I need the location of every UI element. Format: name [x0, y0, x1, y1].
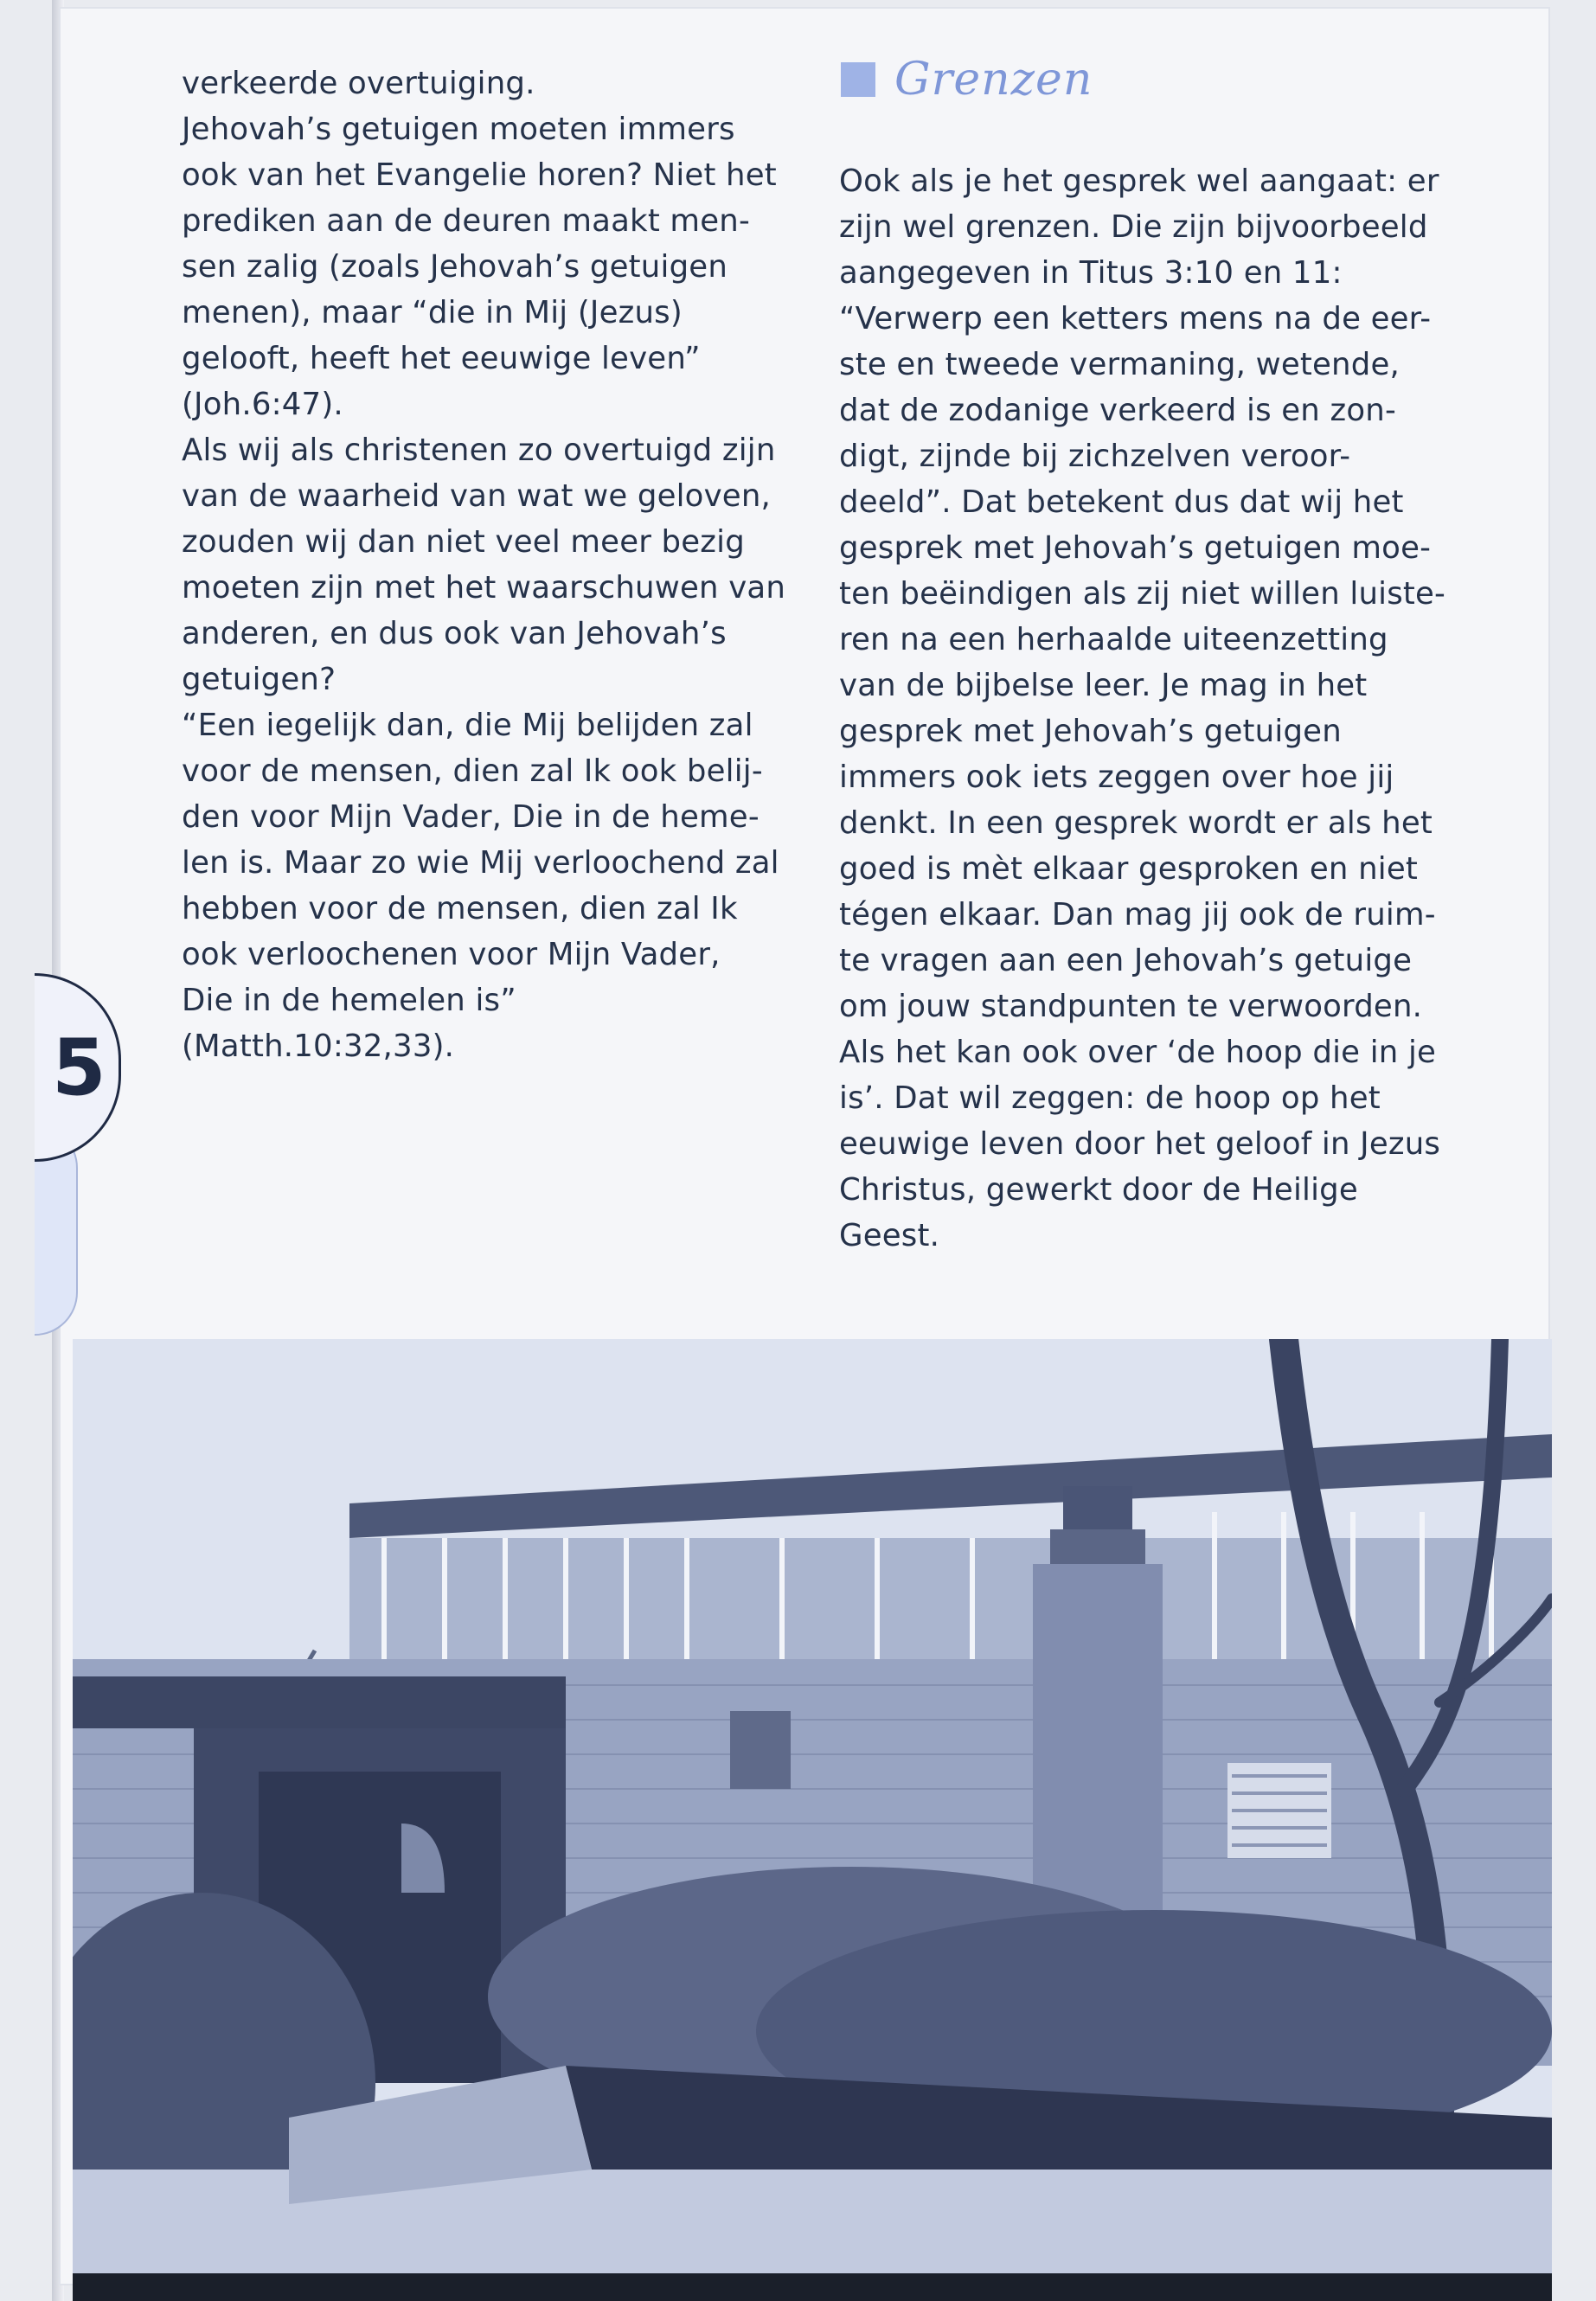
text-line: len is. Maar zo wie Mij verloochend zal [182, 845, 779, 881]
text-line: Die in de hemelen is” [182, 983, 516, 1018]
text-line: tégen elkaar. Dan mag jij ook de ruim- [839, 897, 1436, 933]
text-line: hebben voor de mensen, dien zal Ik [182, 891, 738, 926]
text-line: zijn wel grenzen. Die zijn bijvoorbeeld [839, 209, 1428, 245]
text-line: (Joh.6:47). [182, 387, 343, 422]
text-line: Als wij als christenen zo overtuigd zijn [182, 433, 776, 468]
text-line: voor de mensen, dien zal Ik ook belij- [182, 753, 763, 789]
section-title: Grenzen [894, 54, 1093, 106]
text-line: ook van het Evangelie horen? Niet het [182, 157, 777, 193]
text-line: den voor Mijn Vader, Die in de heme- [182, 799, 760, 835]
text-line: (Matth.10:32,33). [182, 1029, 455, 1064]
text-line: gelooft, heeft het eeuwige leven” [182, 341, 701, 376]
text-line: digt, zijnde bij zichzelven veroor- [839, 439, 1351, 474]
text-line: “Verwerp een ketters mens na de eer- [839, 301, 1432, 336]
text-line: Geest. [839, 1218, 940, 1253]
page-tab-number: 5 [52, 1022, 106, 1113]
text-line: verkeerde overtuiging. [182, 66, 535, 101]
text-line: “Een iegelijk dan, die Mij belijden zal [182, 708, 753, 743]
text-line: getuigen? [182, 662, 337, 697]
text-line: gesprek met Jehovah’s getuigen [839, 714, 1342, 749]
text-line: gesprek met Jehovah’s getuigen moe- [839, 530, 1432, 566]
text-line: anderen, en dus ook van Jehovah’s [182, 616, 727, 651]
text-line: van de waarheid van wat we geloven, [182, 478, 772, 514]
text-line: eeuwige leven door het geloof in Jezus [839, 1126, 1441, 1162]
text-line: sen zalig (zoals Jehovah’s getuigen [182, 249, 728, 285]
text-line: prediken aan de deuren maakt men- [182, 203, 750, 239]
text-line: zouden wij dan niet veel meer bezig [182, 524, 745, 560]
text-line: ste en tweede vermaning, wetende, [839, 347, 1400, 382]
page-bottom-edge [73, 2273, 1552, 2301]
text-line: ook verloochenen voor Mijn Vader, [182, 937, 721, 972]
text-line: van de bijbelse leer. Je mag in het [839, 668, 1368, 703]
text-line: aangegeven in Titus 3:10 en 11: [839, 255, 1343, 291]
text-line: ten beëindigen als zij niet willen luiste- [839, 576, 1446, 612]
text-line: denkt. In een gesprek wordt er als het [839, 805, 1433, 841]
text-line: dat de zodanige verkeerd is en zon- [839, 393, 1396, 428]
heading-square-icon [841, 62, 875, 97]
text-line: menen), maar “die in Mij (Jezus) [182, 295, 683, 330]
building-illustration [73, 1339, 1552, 2273]
text-line: deeld”. Dat betekent dus dat wij het [839, 484, 1404, 520]
text-line: Ook als je het gesprek wel aangaat: er [839, 163, 1439, 199]
section-heading [841, 54, 1093, 106]
text-line: moeten zijn met het waarschuwen van [182, 570, 786, 606]
text-line: te vragen aan een Jehovah’s getuige [839, 943, 1413, 978]
text-line: Christus, gewerkt door de Heilige [839, 1172, 1358, 1208]
text-line: Jehovah’s getuigen moeten immers [182, 112, 735, 147]
kingdom-hall-photo [73, 1339, 1552, 2273]
text-line: immers ook iets zeggen over hoe jij [839, 760, 1394, 795]
left-text-column [182, 61, 787, 1069]
text-line: om jouw standpunten te verwoorden. [839, 989, 1423, 1024]
text-line: ren na een herhaalde uiteenzetting [839, 622, 1388, 657]
right-text-column [839, 158, 1462, 1259]
text-line: goed is mèt elkaar gesproken en niet [839, 851, 1419, 887]
text-line: Als het kan ook over ‘de hoop die in je [839, 1035, 1437, 1070]
text-line: is’. Dat wil zeggen: de hoop op het [839, 1080, 1381, 1116]
